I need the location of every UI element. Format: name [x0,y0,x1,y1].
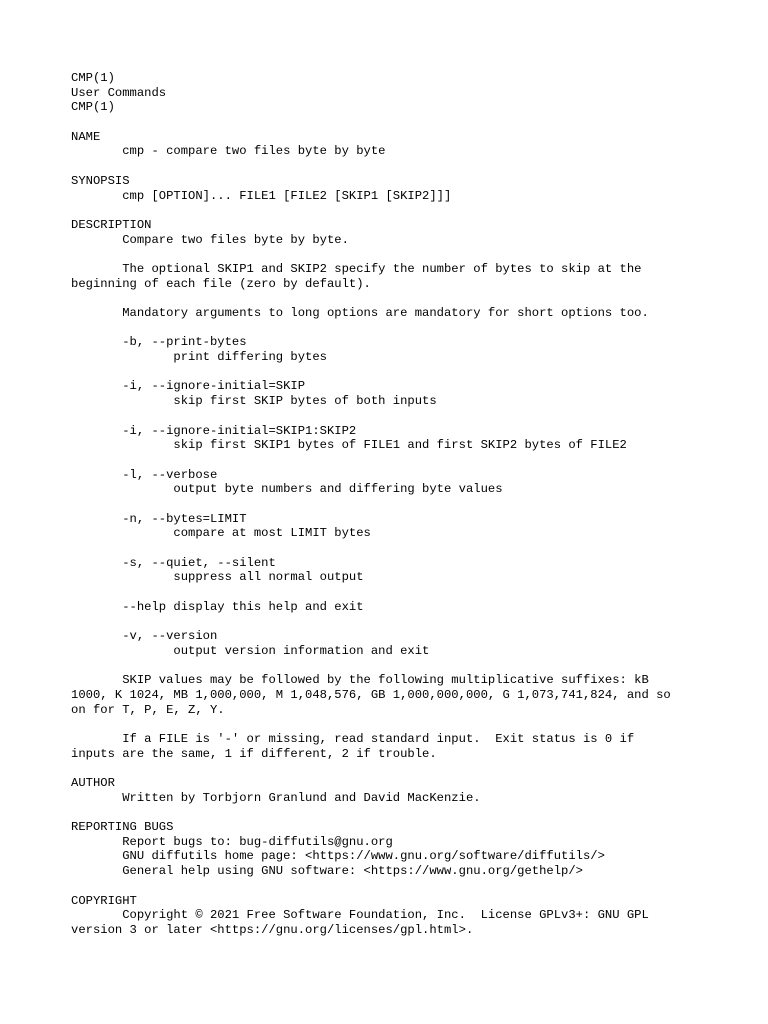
blank-line [71,541,671,556]
text-line: beginning of each file (zero by default). [71,276,371,291]
text-line: version 3 or later <https://gnu.org/licenses/gpl.html>. [71,922,474,937]
blank-line [71,159,671,174]
blank-line [71,247,671,262]
text-line: on for T, P, E, Z, Y. [71,702,225,717]
section-heading: NAME [71,129,101,144]
blank-line [71,614,671,629]
blank-line [71,453,671,468]
blank-line [71,497,671,512]
text-line: Mandatory arguments to long options are mandatory for short options too. [71,306,649,320]
text-line: Copyright © 2021 Free Software Foundation, Inc. License GPLv3+: GNU GPL [71,908,649,923]
text-line: Written by Torbjorn Granlund and David MacKenzie. [71,790,481,805]
text-line: skip first SKIP1 bytes of FILE1 and first SKIP2 bytes of FILE2 [71,438,627,453]
blank-line [71,761,671,776]
text-line: cmp [OPTION]... FILE1 [FILE2 [SKIP1 [SKIP2]]] [71,188,452,203]
section-heading: SYNOPSIS [71,173,130,188]
text-line: -n, --bytes=LIMIT [71,511,247,526]
blank-line [71,659,671,674]
text-line: 1000, K 1024, MB 1,000,000, M 1,048,576, GB 1,000,000,000, G 1,073,741,824, and so [71,687,671,702]
text-line: output version information and exit [71,643,430,658]
section-heading: AUTHOR [71,776,115,790]
text-line: If a FILE is '-' or missing, read standard input. Exit status is 0 if [71,731,635,746]
blank-line [71,365,671,380]
text-line: suppress all normal output [71,570,364,585]
man-page-body [71,71,671,938]
section-heading: REPORTING BUGS [71,820,174,835]
blank-line [71,321,671,336]
section-heading: COPYRIGHT [71,893,137,908]
text-line: -s, --quiet, --silent [71,555,276,570]
blank-line [71,203,671,218]
text-line: The optional SKIP1 and SKIP2 specify the number of bytes to skip at the [71,261,642,276]
text-line: General help using GNU software: <https://www.gnu.org/gethelp/> [71,864,583,879]
text-line: --help display this help and exit [71,599,364,614]
blank-line [71,879,671,894]
blank-line [71,585,671,600]
text-line: -i, --ignore-initial=SKIP1:SKIP2 [71,423,357,438]
text-line: -i, --ignore-initial=SKIP [71,379,306,394]
section-heading: DESCRIPTION [71,217,152,232]
blank-line [71,805,671,820]
text-line: SKIP values may be followed by the following multiplicative suffixes: kB [71,673,649,688]
blank-line [71,291,671,306]
page-header-title: CMP(1) [71,100,115,115]
blank-line [71,115,671,130]
blank-line [71,409,671,424]
text-line: -v, --version [71,629,218,644]
blank-line [71,717,671,732]
page-header-title: CMP(1) [71,71,115,85]
text-line: Report bugs to: bug-diffutils@gnu.org [71,834,393,849]
text-line: compare at most LIMIT bytes [71,526,371,541]
text-line: inputs are the same, 1 if different, 2 if trouble. [71,746,437,761]
text-line: -l, --verbose [71,467,218,482]
text-line: -b, --print-bytes [71,335,247,350]
text-line: skip first SKIP bytes of both inputs [71,394,437,409]
text-line: cmp - compare two files byte by byte [71,144,386,159]
text-line: print differing bytes [71,350,327,365]
text-line: User Commands [71,85,167,100]
text-line: Compare two files byte by byte. [71,232,349,247]
text-line: output byte numbers and differing byte values [71,482,503,497]
text-line: GNU diffutils home page: <https://www.gnu.org/software/diffutils/> [71,849,605,864]
